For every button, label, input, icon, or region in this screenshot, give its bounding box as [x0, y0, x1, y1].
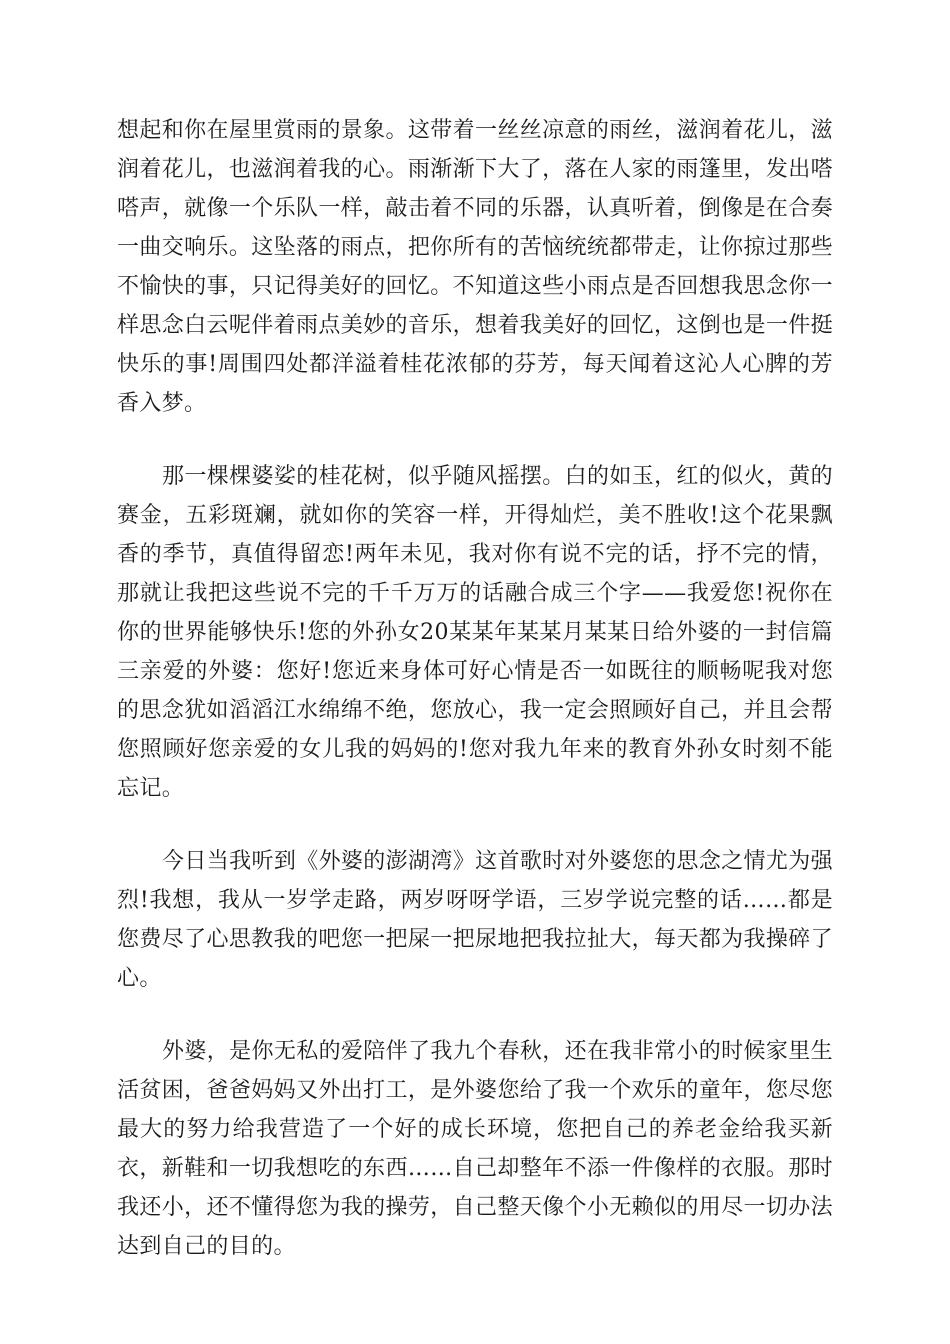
paragraph-4: 外婆，是你无私的爱陪伴了我九个春秋，还在我非常小的时候家里生活贫困，爸爸妈妈又外出打工，是外婆您给了我一个欢乐的童年，您尽您最大的努力给我营造了一个好的成长环境，您把自己的养老金给我买新衣，新鞋和一切我想吃的东西……自己却整年不添一件像样的衣服。那时我还小，还不懂得您为我的操劳，自己整天像个小无赖似的用尽一切办法达到自己的目的。	[117, 1039, 833, 1259]
paragraph-2: 那一棵棵婆娑的桂花树，似乎随风摇摆。白的如玉，红的似火，黄的赛金，五彩斑斓，就如你的笑容一样，开得灿烂，美不胜收!这个花果飘香的季节，真值得留恋!两年未见，我对你有说不完的话，抒不完的情，那就让我把这些说不完的千千万万的话融合成三个字——我爱您!祝你在你的世界能够快乐!您的外孙女20某某年某某月某某日给外婆的一封信篇三亲爱的外婆：您好!您近来身体可好心情是否一如既往的顺畅呢我对您的思念犹如滔滔江水绵绵不绝，您放心，我一定会照顾好自己，并且会帮您照顾好您亲爱的女儿我的妈妈的!您对我九年来的教育外孙女时刻不能忘记。	[117, 464, 833, 801]
paragraph-1: 想起和你在屋里赏雨的景象。这带着一丝丝凉意的雨丝，滋润着花儿，滋润着花儿，也滋润着我的心。雨渐渐下大了，落在人家的雨篷里，发出嗒嗒声，就像一个乐队一样，敲击着不同的乐器，认真听着，倒像是在合奏一曲交响乐。这坠落的雨点，把你所有的苦恼统统都带走，让你掠过那些不愉快的事，只记得美好的回忆。不知道这些小雨点是否回想我思念你一样思念白云呢伴着雨点美妙的音乐，想着我美好的回忆，这倒也是一件挺快乐的事!周围四处都洋溢着桂花浓郁的芬芳，每天闻着这沁人心脾的芳香入梦。	[117, 118, 833, 416]
document-body	[117, 111, 833, 1266]
paragraph-3: 今日当我听到《外婆的澎湖湾》这首歌时对外婆您的思念之情尤为强烈!我想，我从一岁学走路，两岁呀呀学语，三岁学说完整的话……都是您费尽了心思教我的吧您一把屎一把尿地把我拉扯大，每天都为我操碎了心。	[117, 849, 833, 991]
